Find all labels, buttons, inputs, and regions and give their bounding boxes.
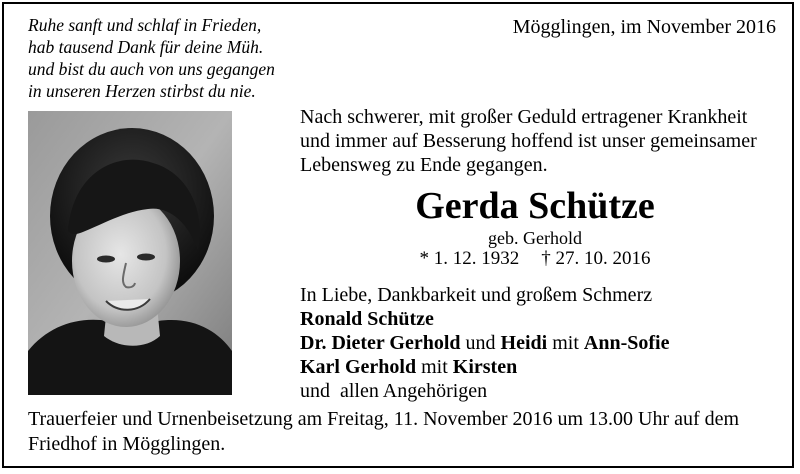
mourners-intro: In Liebe, Dankbarkeit und großem Schmerz [300, 284, 653, 306]
mourner-line [300, 307, 669, 331]
mourner-name: Dr. Dieter Gerhold [300, 332, 461, 354]
mourner-line: Karl Gerhold mit Kirsten [300, 356, 518, 378]
maiden-name: geb. Gerhold [488, 228, 582, 248]
memorial-poem [28, 14, 328, 102]
mourners-closing: und allen Angehörigen [300, 380, 488, 402]
mourner-name: Karl Gerhold [300, 356, 417, 378]
funeral-notice [28, 407, 778, 457]
life-dates [300, 248, 770, 270]
mourner-line: Dr. Dieter Gerhold und Heidi mit Ann-Sofie [300, 332, 670, 354]
poem-line: hab tausend Dank für deine Müh. [28, 37, 264, 57]
mourner-name: Heidi [500, 332, 548, 354]
mourner-name: Kirsten [452, 356, 518, 378]
death-date: † 27. 10. 2016 [541, 248, 651, 269]
place-date: Mögglingen, im November 2016 [512, 16, 776, 38]
funeral-line: Trauerfeier und Urnenbeisetzung am Freitag, 11. November 2016 um 13.00 Uhr auf dem [28, 408, 740, 430]
poem-line: und bist du auch von uns gegangen [28, 59, 275, 79]
poem-line: Ruhe sanft und schlaf in Frieden, [28, 15, 262, 35]
birth-date: * 1. 12. 1932 [419, 248, 520, 269]
intro-line: Nach schwerer, mit großer Geduld ertragener Krankheit [300, 106, 748, 128]
intro-line: Lebensweg zu Ende gegangen. [300, 154, 548, 176]
portrait-photo-graphic [28, 111, 232, 395]
mourner-name: Ann-Sofie [583, 332, 670, 354]
poem-line: in unseren Herzen stirbst du nie. [28, 81, 256, 101]
funeral-line: Friedhof in Mögglingen. [28, 433, 226, 455]
mourner-name: Ronald Schütze [300, 308, 434, 330]
intro-line: und immer auf Besserung hoffend ist unser gemeinsamer [300, 130, 757, 152]
portrait-photo [28, 111, 232, 395]
intro-text [300, 105, 757, 177]
mourners-list [300, 283, 669, 403]
deceased-name: Gerda Schütze [415, 185, 655, 227]
